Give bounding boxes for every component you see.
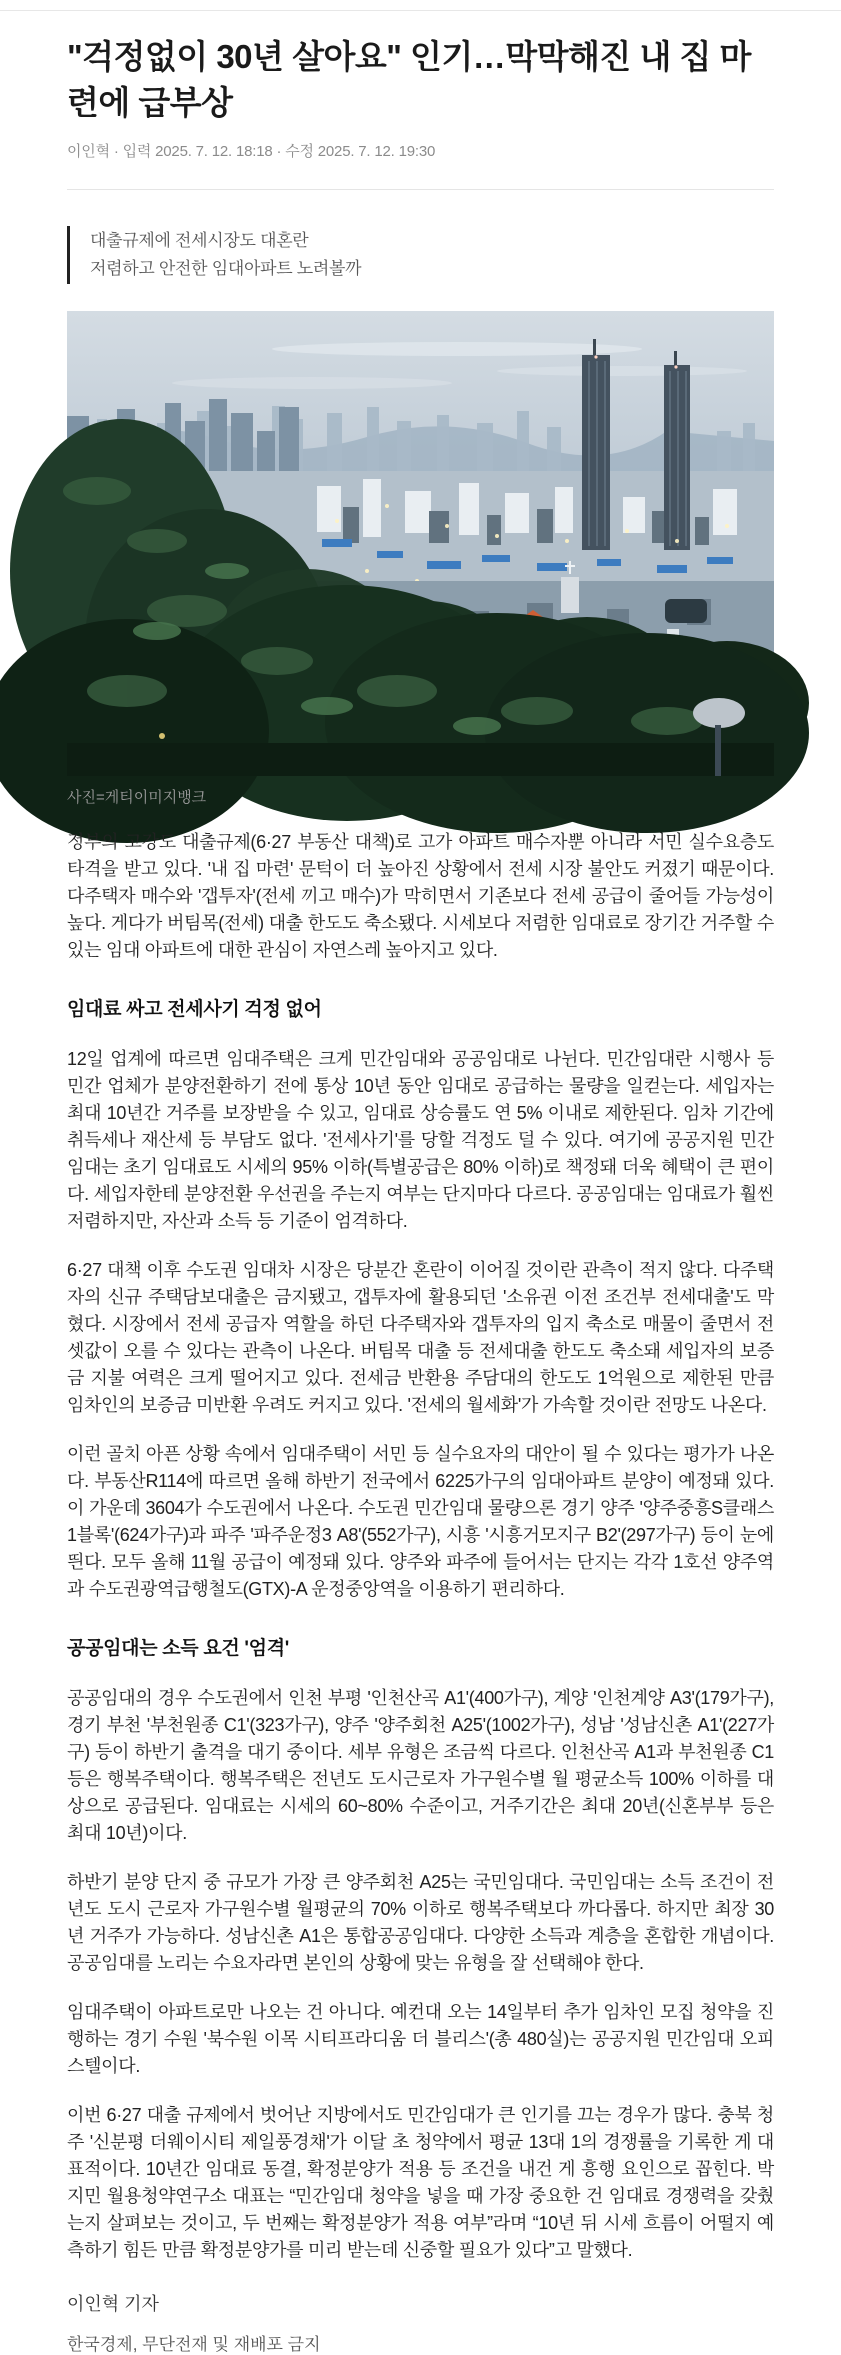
paragraph: 이런 골치 아픈 상황 속에서 임대주택이 서민 등 실수요자의 대안이 될 수 있다는 평가가 나온다. 부동산R114에 따르면 올해 하반기 전국에서 6225가구의 임대아파트 분양이 예정돼 있다. 이 가운데 3604가 수도권에서 나온다. 수도권 민간임대 물량으론 경기 양주 '양주중흥S클래스 1블록'(624가구)과 파주 '파주운정3 A8'(552가구), 시흥 '시흥거모지구 B2'(297가구) 등이 눈에 띈다. 모두 올해 11월 공급이 예정돼 있다. 양주와 파주에 들어서는 단지는 각각 1호선 양주역과 수도권광역급행철도(GTX)-A 운정중앙역을 이용하기 편리하다.: [67, 1444, 774, 1599]
top-divider: [0, 10, 841, 11]
paragraph: 12일 업계에 따르면 임대주택은 크게 민간임대와 공공임대로 나뉜다. 민간임대란 시행사 등 민간 업체가 분양전환하기 전에 통상 10년 동안 임대로 공급하는 물량을 일컫는다. 세입자는 최대 10년간 거주를 보장받을 수 있고, 임대료 상승률도 연 5% 이내로 제한된다. 임차 기간에 취득세나 재산세 등 부담도 없다. '전세사기'를 당할 걱정도 덜 수 있다. 여기에 공공지원 민간임대는 초기 임대료도 시세의 95% 이하(특별공급은 80% 이하)로 책정돼 더욱 혜택이 큰 편이다. 세입자한테 분양전환 우선권을 주는지 여부는 단지마다 다르다. 공공임대는 임대료가 훨씬 저렴하지만, 자산과 소득 등 기준이 엄격하다.: [67, 1049, 774, 1231]
reporter-name: 이인혁 기자: [67, 2294, 159, 2314]
paragraph: 하반기 분양 단지 중 규모가 가장 큰 양주회천 A25는 국민임대다. 국민임대는 소득 조건이 전년도 도시 근로자 가구원수별 월평균의 70% 이하로 행복주택보다 까다롭다. 하지만 최장 30년 거주가 가능하다. 성남신촌 A1은 통합공공임대다. 다양한 소득과 계층을 혼합한 개념이다. 공공임대를 노리는 수요자라면 본인의 상황에 맞는 유형을 잘 선택해야 한다.: [67, 1872, 774, 1973]
article-body: [67, 829, 774, 2264]
paragraph: 정부의 고강도 대출규제(6·27 부동산 대책)로 고가 아파트 매수자뿐 아니라 서민 실수요층도 타격을 받고 있다. '내 집 마련' 문턱이 더 높아진 상황에서 전세 시장 불안도 커졌기 때문이다. 다주택자 매수와 '갭투자'(전세 끼고 매수)가 막히면서 기존보다 전세 공급이 줄어들 가능성이 높다. 게다가 버팀목(전세) 대출 한도도 축소됐다. 시세보다 저렴한 임대료로 장기간 거주할 수 있는 임대 아파트에 대한 관심이 자연스레 높아지고 있다.: [67, 832, 774, 960]
subheading: 임대료 싸고 전세사기 걱정 없어: [67, 999, 322, 1020]
byline-divider: [67, 189, 774, 190]
copyright-notice: 한국경제, 무단전재 및 재배포 금지: [67, 2335, 321, 2354]
article-photo: [67, 311, 774, 807]
photo-caption: 사진=게티이미지뱅크: [67, 789, 207, 806]
subheading: 공공임대는 소득 요건 '엄격': [67, 1638, 289, 1659]
article-title: "걱정없이 30년 살아요" 인기…막막해진 내 집 마련에 급부상: [67, 38, 751, 121]
cityscape-dusk-image: [67, 311, 774, 776]
summary-line-2: 저렴하고 안전한 임대아파트 노려볼까: [90, 259, 362, 278]
summary-line-1: 대출규제에 전세시장도 대혼란: [90, 231, 309, 250]
paragraph: 이번 6·27 대출 규제에서 벗어난 지방에서도 민간임대가 큰 인기를 끄는 경우가 많다. 충북 청주 '신분평 더웨이시티 제일풍경채'가 이달 초 청약에서 평균 13대 1의 경쟁률을 기록한 게 대표적이다. 10년간 임대료 동결, 확정분양가 적용 등 조건을 내건 게 흥행 요인으로 꼽힌다. 박지민 월용청약연구소 대표는 “민간임대 청약을 넣을 때 가장 중요한 건 임대료 경쟁력을 갖췄는지 살펴보는 것이고, 두 번째는 확정분양가 적용 여부”라며 “10년 뒤 시세 흐름이 어떨지 예측하기 힘든 만큼 확정분양가를 미리 받는데 신중할 필요가 있다”고 말했다.: [67, 2105, 774, 2260]
article-summary: [67, 226, 774, 284]
paragraph: 6·27 대책 이후 수도권 임대차 시장은 당분간 혼란이 이어질 것이란 관측이 적지 않다. 다주택자의 신규 주택담보대출은 금지됐고, 갭투자에 활용되던 '소유권 이전 조건부 전세대출'도 막혔다. 시장에서 전세 공급자 역할을 하던 다주택자와 갭투자의 입지 축소로 매물이 줄면서 전셋값이 오를 수 있다는 관측이 나온다. 버팀목 대출 등 전세대출 한도도 축소돼 세입자의 보증금 지불 여력은 크게 떨어지고 있다. 전세금 반환용 주담대의 한도도 1억원으로 제한된 만큼 임차인의 보증금 미반환 우려도 커지고 있다. '전세의 월세화'가 가속할 것이란 전망도 나온다.: [67, 1260, 774, 1415]
article-container: [67, 0, 774, 2355]
article-byline: 이인혁 · 입력 2025. 7. 12. 18:18 · 수정 2025. 7. 12. 19:30: [67, 143, 436, 160]
paragraph: 임대주택이 아파트로만 나오는 건 아니다. 예컨대 오는 14일부터 추가 임차인 모집 청약을 진행하는 경기 수원 '북수원 이목 시티프라디움 더 블리스'(총 480실)는 공공지원 민간임대 오피스텔이다.: [67, 2002, 774, 2076]
paragraph: 공공임대의 경우 수도권에서 인천 부평 '인천산곡 A1'(400가구), 계양 '인천계양 A3'(179가구), 경기 부천 '부천원종 C1'(323가구), 양주 '양주회천 A25'(1002가구), 성남 '성남신촌 A1'(227가구) 등이 하반기 출격을 대기 중이다. 세부 유형은 조금씩 다르다. 인천산곡 A1과 부천원종 C1 등은 행복주택이다. 행복주택은 전년도 도시근로자 가구원수별 월 평균소득 100% 이하를 대상으로 공급된다. 임대료는 시세의 60~80% 수준이고, 거주기간은 최대 20년(신혼부부 등은 최대 10년)이다.: [67, 1688, 774, 1843]
